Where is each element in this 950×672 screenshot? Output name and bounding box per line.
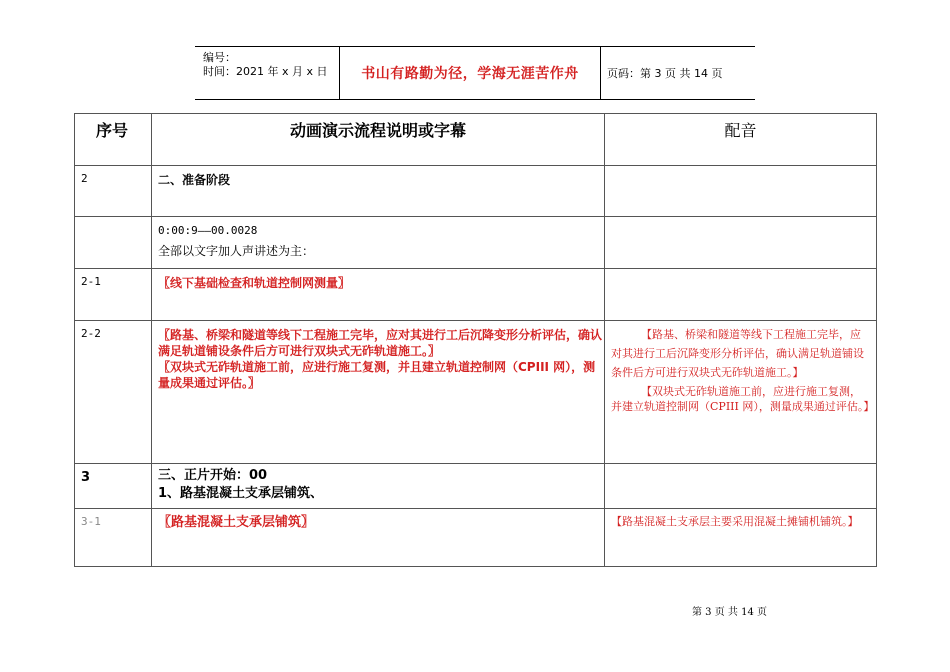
timestamp-text: 0:00:9——00.0028 (158, 224, 258, 237)
table-row (75, 321, 877, 464)
table-row (75, 509, 877, 567)
row-description: 二、准备阶段 (152, 166, 605, 217)
row-description (152, 321, 605, 464)
storyboard-table (74, 113, 877, 567)
header-meta (195, 47, 340, 99)
description-paragraph-2: 〖双块式无砟轨道施工前，应进行施工复测，并且建立轨道控制网（CPIII 网），测量成果通过评估。〗 (158, 360, 596, 390)
header-number: 序号 (75, 114, 152, 166)
row-description: 〖路基混凝土支承层铺筑〗 (152, 509, 605, 567)
row-number: 3-1 (75, 509, 152, 567)
row-number: 3 (75, 464, 152, 509)
row-voiceover (605, 269, 877, 321)
row-voiceover (605, 166, 877, 217)
table-row (75, 217, 877, 269)
row-description (152, 464, 605, 509)
row-voiceover (605, 217, 877, 269)
section-title: 三、正片开始：00 (158, 468, 268, 483)
subsection-title: 1、路基混凝土支承层铺筑、 (158, 486, 324, 501)
row-description (152, 217, 605, 269)
header-voiceover: 配音 (605, 114, 877, 166)
table-header-row (75, 114, 877, 166)
row-number: 2-2 (75, 321, 152, 464)
description-paragraph-1: 〖路基、桥梁和隧道等线下工程施工完毕，应对其进行工后沉降变形分析评估，确认满足轨道铺设条件后方可进行双块式无砟轨道施工。〗 (158, 328, 603, 358)
row-number: 2-1 (75, 269, 152, 321)
page-footer: 第 3 页 共 14 页 (692, 607, 767, 618)
header-page-label: 页码：第 3 页 共 14 页 (607, 67, 723, 80)
header-motto: 书山有路勤为径，学海无涯苦作舟 (340, 47, 601, 99)
table-row (75, 464, 877, 509)
time-label: 时间：2021 年 x 月 x 日 (203, 65, 328, 78)
header-description: 动画演示流程说明或字幕 (152, 114, 605, 166)
row-voiceover: 【路基混凝土支承层主要采用混凝土摊铺机铺筑。】 (605, 509, 877, 567)
row-number (75, 217, 152, 269)
row-voiceover (605, 321, 877, 464)
voiceover-paragraph-2: 【双块式无砟轨道施工前，应进行施工复测，并建立轨道控制网（CPIII 网），测量成果通过评估。】 (611, 385, 875, 413)
row-voiceover (605, 464, 877, 509)
row-number: 2 (75, 166, 152, 217)
voiceover-paragraph-1: 【路基、桥梁和隧道等线下工程施工完毕，应对其进行工后沉降变形分析评估，确认满足轨道铺设条件后方可进行双块式无砟轨道施工。】 (611, 328, 864, 379)
narration-note: 全部以文字加人声讲述为主： (158, 244, 315, 258)
table-row (75, 166, 877, 217)
number-label: 编号： (203, 51, 236, 64)
table-row (75, 269, 877, 321)
document-header (195, 46, 755, 100)
row-description: 〖线下基础检查和轨道控制网测量〗 (152, 269, 605, 321)
